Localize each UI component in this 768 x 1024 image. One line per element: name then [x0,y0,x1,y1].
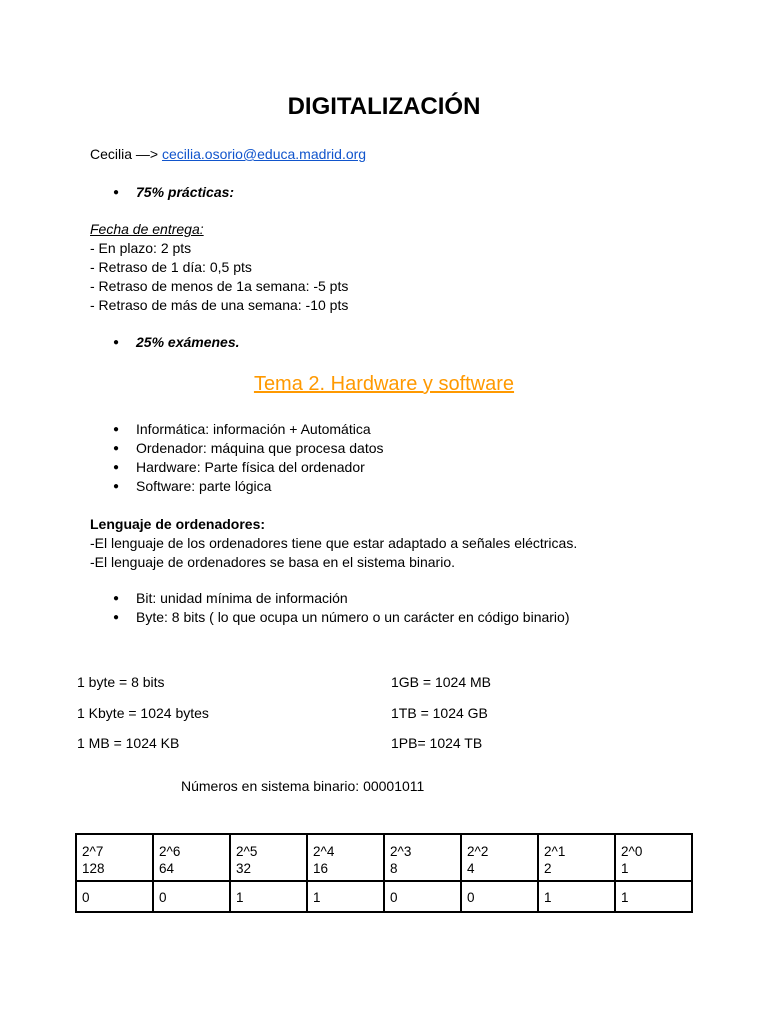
table-border [306,833,308,913]
lenguaje-line: -El lenguaje de ordenadores se basa en el sistema binario. [90,554,456,570]
definition-item: Ordenador: máquina que procesa datos [136,440,384,456]
table-header-cell: 2^0 1 [621,844,643,876]
unit-equivalence: 1GB = 1024 MB [391,674,492,690]
definition-item: Informática: información + Automática [136,421,371,437]
table-bit-cell: 0 [159,890,167,905]
table-bit-cell: 0 [390,890,398,905]
table-border [229,833,231,913]
table-bit-cell: 1 [544,890,552,905]
fecha-line: - En plazo: 2 pts [90,240,192,256]
binary-table [75,833,693,913]
bullet-icon: ● [113,424,120,435]
table-bit-cell: 0 [82,890,90,905]
fecha-heading: Fecha de entrega: [90,221,204,237]
bullet-icon: ● [113,337,120,348]
table-header-cell: 2^4 16 [313,844,335,876]
bullet-icon: ● [113,612,120,623]
table-header-cell: 2^2 4 [467,844,489,876]
bullet-icon: ● [113,443,120,454]
table-border [614,833,616,913]
table-bit-cell: 0 [467,890,475,905]
table-header-cell: 2^3 8 [390,844,412,876]
table-header-cell: 2^6 64 [159,844,181,876]
fecha-line: - Retraso de menos de 1a semana: -5 pts [90,278,349,294]
binary-caption: Números en sistema binario: 00001011 [181,778,425,794]
unit-equivalence: 1 byte = 8 bits [77,674,165,690]
unit-equivalence: 1 Kbyte = 1024 bytes [77,705,209,721]
bullet-icon: ● [113,187,120,198]
unit-equivalence: 1 MB = 1024 KB [77,735,180,751]
table-border [537,833,539,913]
examenes-item: 25% exámenes. [136,334,240,350]
bullet-icon: ● [113,481,120,492]
table-border [75,833,77,913]
table-bit-cell: 1 [313,890,321,905]
email-link[interactable]: cecilia.osorio@educa.madrid.org [161,146,367,162]
lenguaje-bullet: Byte: 8 bits ( lo que ocupa un número o un carácter en código binario) [136,609,570,625]
table-border [152,833,154,913]
practicas-item: 75% prácticas: [136,184,235,200]
bullet-icon: ● [113,462,120,473]
table-border [460,833,462,913]
document-title: DIGITALIZACIÓN [287,93,481,120]
table-bit-cell: 1 [236,890,244,905]
unit-equivalence: 1PB= 1024 TB [391,735,483,751]
definition-item: Software: parte lógica [136,478,272,494]
contact-name: Cecilia —> [90,146,159,162]
lenguaje-heading: Lenguaje de ordenadores: [90,516,266,532]
table-header-cell: 2^5 32 [236,844,258,876]
contact-line [90,147,366,161]
table-header-cell: 2^7 128 [82,844,105,876]
table-bit-cell: 1 [621,890,629,905]
bullet-icon: ● [113,593,120,604]
definition-item: Hardware: Parte física del ordenador [136,459,365,475]
lenguaje-bullet: Bit: unidad mínima de información [136,590,348,606]
lenguaje-line: -El lenguaje de los ordenadores tiene que estar adaptado a señales eléctricas. [90,535,578,551]
unit-equivalence: 1TB = 1024 GB [391,705,488,721]
section-heading: Tema 2. Hardware y software [253,373,515,395]
table-header-cell: 2^1 2 [544,844,566,876]
fecha-line: - Retraso de más de una semana: -10 pts [90,297,349,313]
table-border [691,833,693,913]
table-border [383,833,385,913]
fecha-line: - Retraso de 1 día: 0,5 pts [90,259,252,275]
